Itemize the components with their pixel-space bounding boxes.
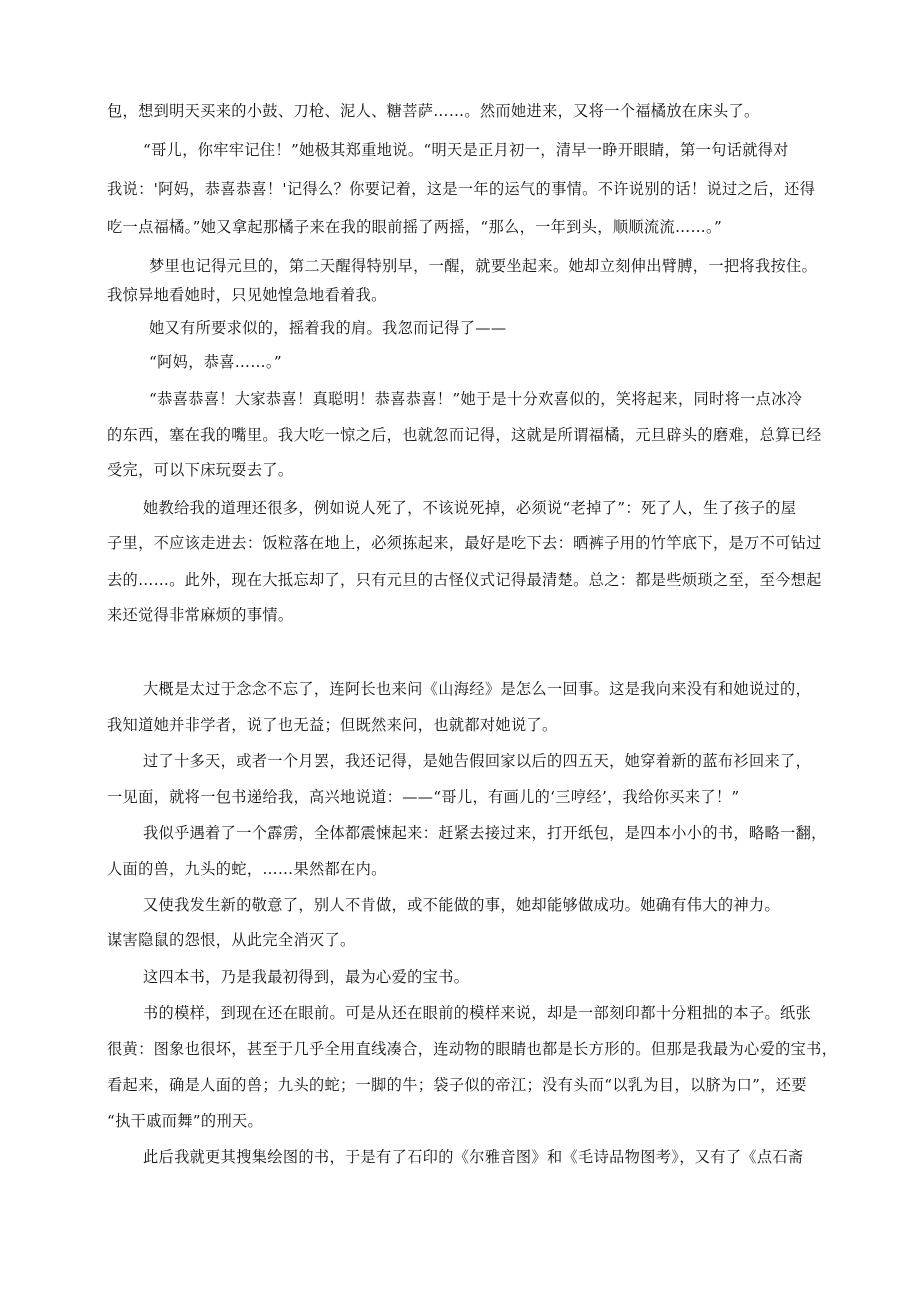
text-line: 去的……。此外，现在大抵忘却了，只有元旦的古怪仪式记得最清楚。总之：都是些烦琐之至，至今想起 [107, 571, 822, 589]
text-line: 我惊异地看她时，只见她惶急地看着我。 [107, 286, 387, 304]
text-line: 书的模样，到现在还在眼前。可是从还在眼前的模样来说，却是一部刻印都十分粗拙的本子。纸张 [143, 1004, 812, 1022]
text-line: 一见面，就将一包书递给我，高兴地说道：——“哥儿，有画儿的‘三哼经’，我给你买来了！” [107, 788, 740, 806]
text-line: 子里，不应该走进去：饭粒落在地上，必须拣起来，最好是吃下去：晒裤子用的竹竿底下，是万不可钻过 [107, 534, 822, 552]
text-line: 我说：'阿妈，恭喜恭喜！'记得么？你要记着，这是一年的运气的事情。不许说别的话！说过之后，还得 [107, 180, 816, 198]
text-line: “哥儿，你牢牢记住！”她极其郑重地说。“明天是正月初一，清早一睁开眼睛，第一句话就得对 [143, 141, 789, 159]
text-line: 这四本书，乃是我最初得到，最为心爱的宝书。 [143, 968, 470, 986]
text-line: 她教给我的道理还很多，例如说人死了，不该说死掉，必须说“老掉了”：死了人，生了孩子的屋 [143, 499, 797, 517]
text-line: 她又有所要求似的，摇着我的肩。我忽而记得了—— [149, 319, 507, 337]
text-line: “恭喜恭喜！大家恭喜！真聪明！恭喜恭喜！”她于是十分欢喜似的，笑将起来，同时将一点冰冷 [149, 390, 803, 408]
text-line: 来还觉得非常麻烦的事情。 [107, 606, 294, 624]
text-line: 我知道她并非学者，说了也无益；但既然来问，也就都对她说了。 [107, 716, 558, 734]
text-line: 梦里也记得元旦的，第二天醒得特别早，一醒，就要坐起来。她却立刻伸出臂膊，一把将我按住。 [149, 257, 818, 275]
text-line: 大概是太过于念念不忘了，连阿长也来问《山海经》是怎么一回事。这是我向来没有和她说过的， [143, 680, 812, 698]
text-line: 看起来，确是人面的兽；九头的蛇；一脚的牛；袋子似的帝江；没有头而“以乳为目，以脐为口”，还要 [107, 1076, 807, 1094]
text-line: 受完，可以下床玩耍去了。 [107, 461, 294, 479]
text-line: 很黄：图象也很坏，甚至于几乎全用直线凑合，连动物的眼睛也都是长方形的。但那是我最为心爱的宝书， [107, 1040, 838, 1058]
text-line: 包，想到明天买来的小鼓、刀枪、泥人、糖菩萨……。然而她进来，又将一个福橘放在床头了。 [107, 102, 760, 120]
text-line: 吃一点福橘。”她又拿起那橘子来在我的眼前摇了两摇，“那么，一年到头，顺顺流流……。” [107, 218, 723, 236]
text-line: 又使我发生新的敬意了，别人不肯做，或不能做的事，她却能够做成功。她确有伟大的神力。 [143, 896, 781, 914]
text-line: 人面的兽，九头的蛇，……果然都在内。 [107, 860, 387, 878]
text-line: 过了十多天，或者一个月罢，我还记得，是她告假回家以后的四五天，她穿着新的蓝布衫回来了， [143, 752, 812, 770]
text-line: 此后我就更其搜集绘图的书，于是有了石印的《尔雅音图》和《毛诗品物图考》，又有了《点石斋 [143, 1148, 804, 1166]
text-line: 谋害隐鼠的怨恨，从此完全消灭了。 [107, 931, 356, 949]
text-line: “执干戚而舞”的刑天。 [107, 1112, 264, 1130]
text-line: 我似乎遇着了一个霹雳，全体都震悚起来：赶紧去接过来，打开纸包，是四本小小的书，略略一翻， [143, 824, 827, 842]
text-line: 的东西，塞在我的嘴里。我大吃一惊之后，也就忽而记得，这就是所谓福橘，元旦辟头的磨难，总算已经 [107, 426, 822, 444]
text-line: “阿妈，恭喜……。” [149, 353, 282, 371]
